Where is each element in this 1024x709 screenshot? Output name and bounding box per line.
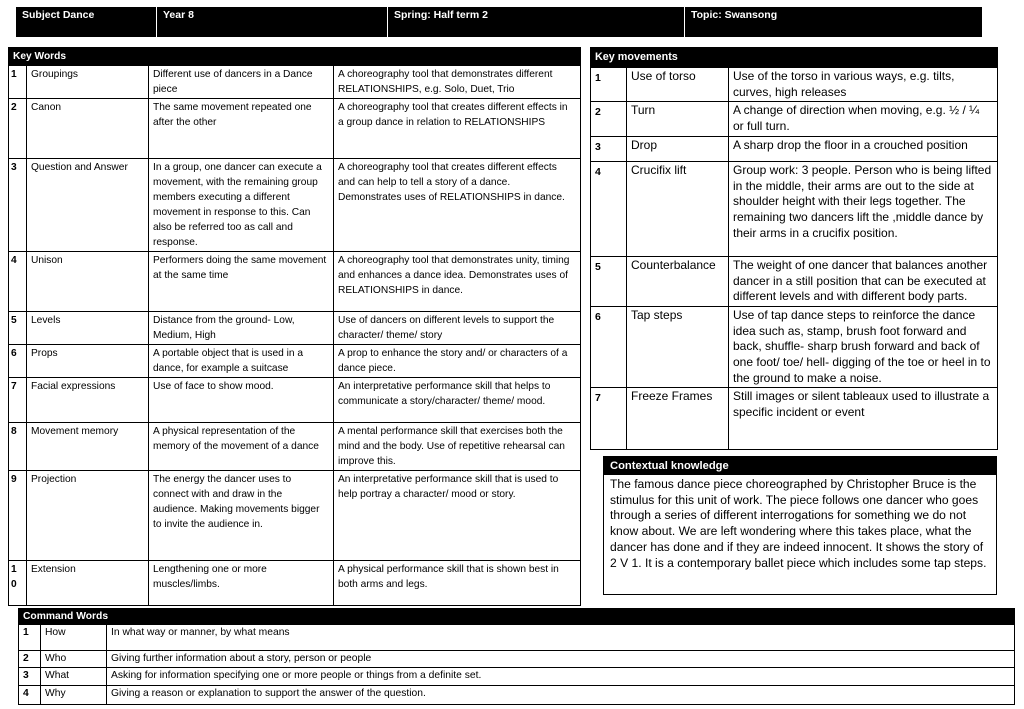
key-movement-row [591, 102, 998, 136]
key-movement-name: Freeze Frames [627, 388, 729, 450]
key-word-definition: The same movement repeated one after the other [149, 99, 334, 159]
key-word-term: Question and Answer [27, 159, 149, 252]
key-word-use: A prop to enhance the story and/ or characters of a dance piece. [334, 345, 581, 378]
key-word-definition: A physical representation of the memory of the movement of a dance [149, 423, 334, 471]
command-words-title: Command Words [19, 609, 1015, 625]
key-word-definition: Distance from the ground- Low, Medium, High [149, 312, 334, 345]
command-word-number: 1 [19, 625, 41, 651]
key-movement-row [591, 256, 998, 306]
subject-label: Subject Dance [16, 7, 157, 37]
key-words-title: Key Words [9, 48, 334, 66]
key-movement-number: 4 [591, 161, 627, 256]
key-word-row [9, 345, 581, 378]
key-movement-number: 6 [591, 306, 627, 388]
command-word-row [19, 625, 1015, 651]
contextual-knowledge-text: The famous dance piece choreographed by Christopher Bruce is the stimulus for this unit of work. The piece follows one dancer who goes through a series of different interrogations for something we do not know about. We are left wondering where this takes place, what the dancer has done and if they are indeed innocent. It shows the story of 2 V 1. It is a contemporary ballet piece which includes some tap steps. [610, 477, 987, 570]
command-word-meaning: Giving further information about a story, person or people [107, 651, 1015, 668]
command-word-number: 3 [19, 668, 41, 686]
command-word: Why [41, 686, 107, 705]
key-word-term: Movement memory [27, 423, 149, 471]
key-word-use: A choreography tool that creates different effects in a group dance in relation to RELATIONSHIPS [334, 99, 581, 159]
key-word-use: An interpretative performance skill that is used to help portray a character/ mood or story. [334, 471, 581, 561]
key-word-term: Props [27, 345, 149, 378]
key-word-number: 6 [9, 345, 27, 378]
key-word-number: 9 [9, 471, 27, 561]
key-movement-name: Turn [627, 102, 729, 136]
contextual-knowledge-box [603, 456, 997, 595]
key-word-row [9, 561, 581, 606]
key-word-term: Canon [27, 99, 149, 159]
command-word-meaning: Giving a reason or explanation to support the answer of the question. [107, 686, 1015, 705]
header-bar [16, 7, 982, 37]
key-movement-row [591, 161, 998, 256]
key-movement-name: Counterbalance [627, 256, 729, 306]
key-movements-table [590, 47, 998, 450]
command-word-meaning: Asking for information specifying one or more people or things from a definite set. [107, 668, 1015, 686]
key-movement-description: A sharp drop the floor in a crouched position [729, 136, 998, 161]
key-movement-description: Use of tap dance steps to reinforce the dance idea such as, stamp, brush foot forward and back, shuffle- sharp brush forward and back of one foot/ toe/ hell- digging of the toe or heel in to the ground to make a noise. [729, 306, 998, 388]
key-movement-name: Use of torso [627, 68, 729, 102]
key-word-definition: The energy the dancer uses to connect with and draw in the audience. Making movements bigger to invite the audience in. [149, 471, 334, 561]
key-word-number: 8 [9, 423, 27, 471]
command-word: How [41, 625, 107, 651]
key-word-row [9, 423, 581, 471]
key-movement-number: 5 [591, 256, 627, 306]
key-word-use: An interpretative performance skill that helps to communicate a story/character/ theme/ mood. [334, 378, 581, 423]
year-label: Year 8 [157, 7, 388, 37]
key-word-number: 1 [9, 66, 27, 99]
key-movement-number: 2 [591, 102, 627, 136]
key-word-term: Projection [27, 471, 149, 561]
key-word-row [9, 99, 581, 159]
command-word-row [19, 668, 1015, 686]
command-word-number: 2 [19, 651, 41, 668]
key-word-term: Groupings [27, 66, 149, 99]
key-word-number: 3 [9, 159, 27, 252]
key-word-row [9, 66, 581, 99]
key-word-term: Unison [27, 252, 149, 312]
key-movement-name: Crucifix lift [627, 161, 729, 256]
key-word-term: Extension [27, 561, 149, 606]
key-word-definition: Lengthening one or more muscles/limbs. [149, 561, 334, 606]
key-word-number: 4 [9, 252, 27, 312]
key-movement-number: 3 [591, 136, 627, 161]
key-word-row [9, 159, 581, 252]
key-movement-row [591, 388, 998, 450]
key-word-number: 7 [9, 378, 27, 423]
key-movement-row [591, 306, 998, 388]
key-word-number: 1 0 [9, 561, 27, 606]
key-movement-name: Tap steps [627, 306, 729, 388]
key-word-use: A choreography tool that demonstrates unity, timing and enhances a dance idea. Demonstrates uses of RELATIONSHIPS in dance. [334, 252, 581, 312]
command-words-table [18, 608, 1015, 705]
key-word-use: A choreography tool that demonstrates different RELATIONSHIPS, e.g. Solo, Duet, Trio [334, 66, 581, 99]
key-word-definition: Performers doing the same movement at the same time [149, 252, 334, 312]
command-word: What [41, 668, 107, 686]
key-word-row [9, 471, 581, 561]
key-movement-name: Drop [627, 136, 729, 161]
key-word-definition: Different use of dancers in a Dance piece [149, 66, 334, 99]
key-movement-number: 7 [591, 388, 627, 450]
key-word-use: Use of dancers on different levels to support the character/ theme/ story [334, 312, 581, 345]
topic-label: Topic: Swansong [691, 9, 778, 21]
command-word-row [19, 651, 1015, 668]
key-movements-title: Key movements [591, 48, 998, 68]
command-word-meaning: In what way or manner, by what means [107, 625, 1015, 651]
command-word-number: 4 [19, 686, 41, 705]
key-word-use: A physical performance skill that is shown best in both arms and legs. [334, 561, 581, 606]
key-movement-description: Group work: 3 people. Person who is being lifted in the middle, their arms are out to the side at shoulder height with their legs together. The remaining two dancers lift the ,middle dance by their arms in a crucifix position. [729, 161, 998, 256]
key-movement-row [591, 68, 998, 102]
key-word-definition: A portable object that is used in a dance, for example a suitcase [149, 345, 334, 378]
key-words-table [8, 47, 581, 606]
key-movement-number: 1 [591, 68, 627, 102]
key-word-term: Levels [27, 312, 149, 345]
key-movement-description: Use of the torso in various ways, e.g. tilts, curves, high releases [729, 68, 998, 102]
key-movement-description: Still images or silent tableaux used to illustrate a specific incident or event [729, 388, 998, 450]
command-word: Who [41, 651, 107, 668]
key-word-row [9, 252, 581, 312]
key-word-definition: In a group, one dancer can execute a movement, with the remaining group members executing a different movement in response to this. Can also be referred too as call and response. [149, 159, 334, 252]
term-label: Spring: Half term 2 [388, 7, 685, 37]
key-word-number: 5 [9, 312, 27, 345]
key-word-row [9, 312, 581, 345]
key-word-definition: Use of face to show mood. [149, 378, 334, 423]
key-movement-row [591, 136, 998, 161]
key-movement-description: A change of direction when moving, e.g. ½ / ¼ or full turn. [729, 102, 998, 136]
contextual-knowledge-title: Contextual knowledge [604, 457, 996, 475]
key-word-use: A mental performance skill that exercises both the mind and the body. Use of repetitive rehearsal can improve this. [334, 423, 581, 471]
command-word-row [19, 686, 1015, 705]
key-word-number: 2 [9, 99, 27, 159]
key-word-row [9, 378, 581, 423]
key-word-use: A choreography tool that creates different effects and can help to tell a story of a dance. Demonstrates uses of RELATIONSHIPS in dance. [334, 159, 581, 252]
key-word-term: Facial expressions [27, 378, 149, 423]
key-movement-description: The weight of one dancer that balances another dancer in a still position that can be executed at different levels and with different body parts. [729, 256, 998, 306]
